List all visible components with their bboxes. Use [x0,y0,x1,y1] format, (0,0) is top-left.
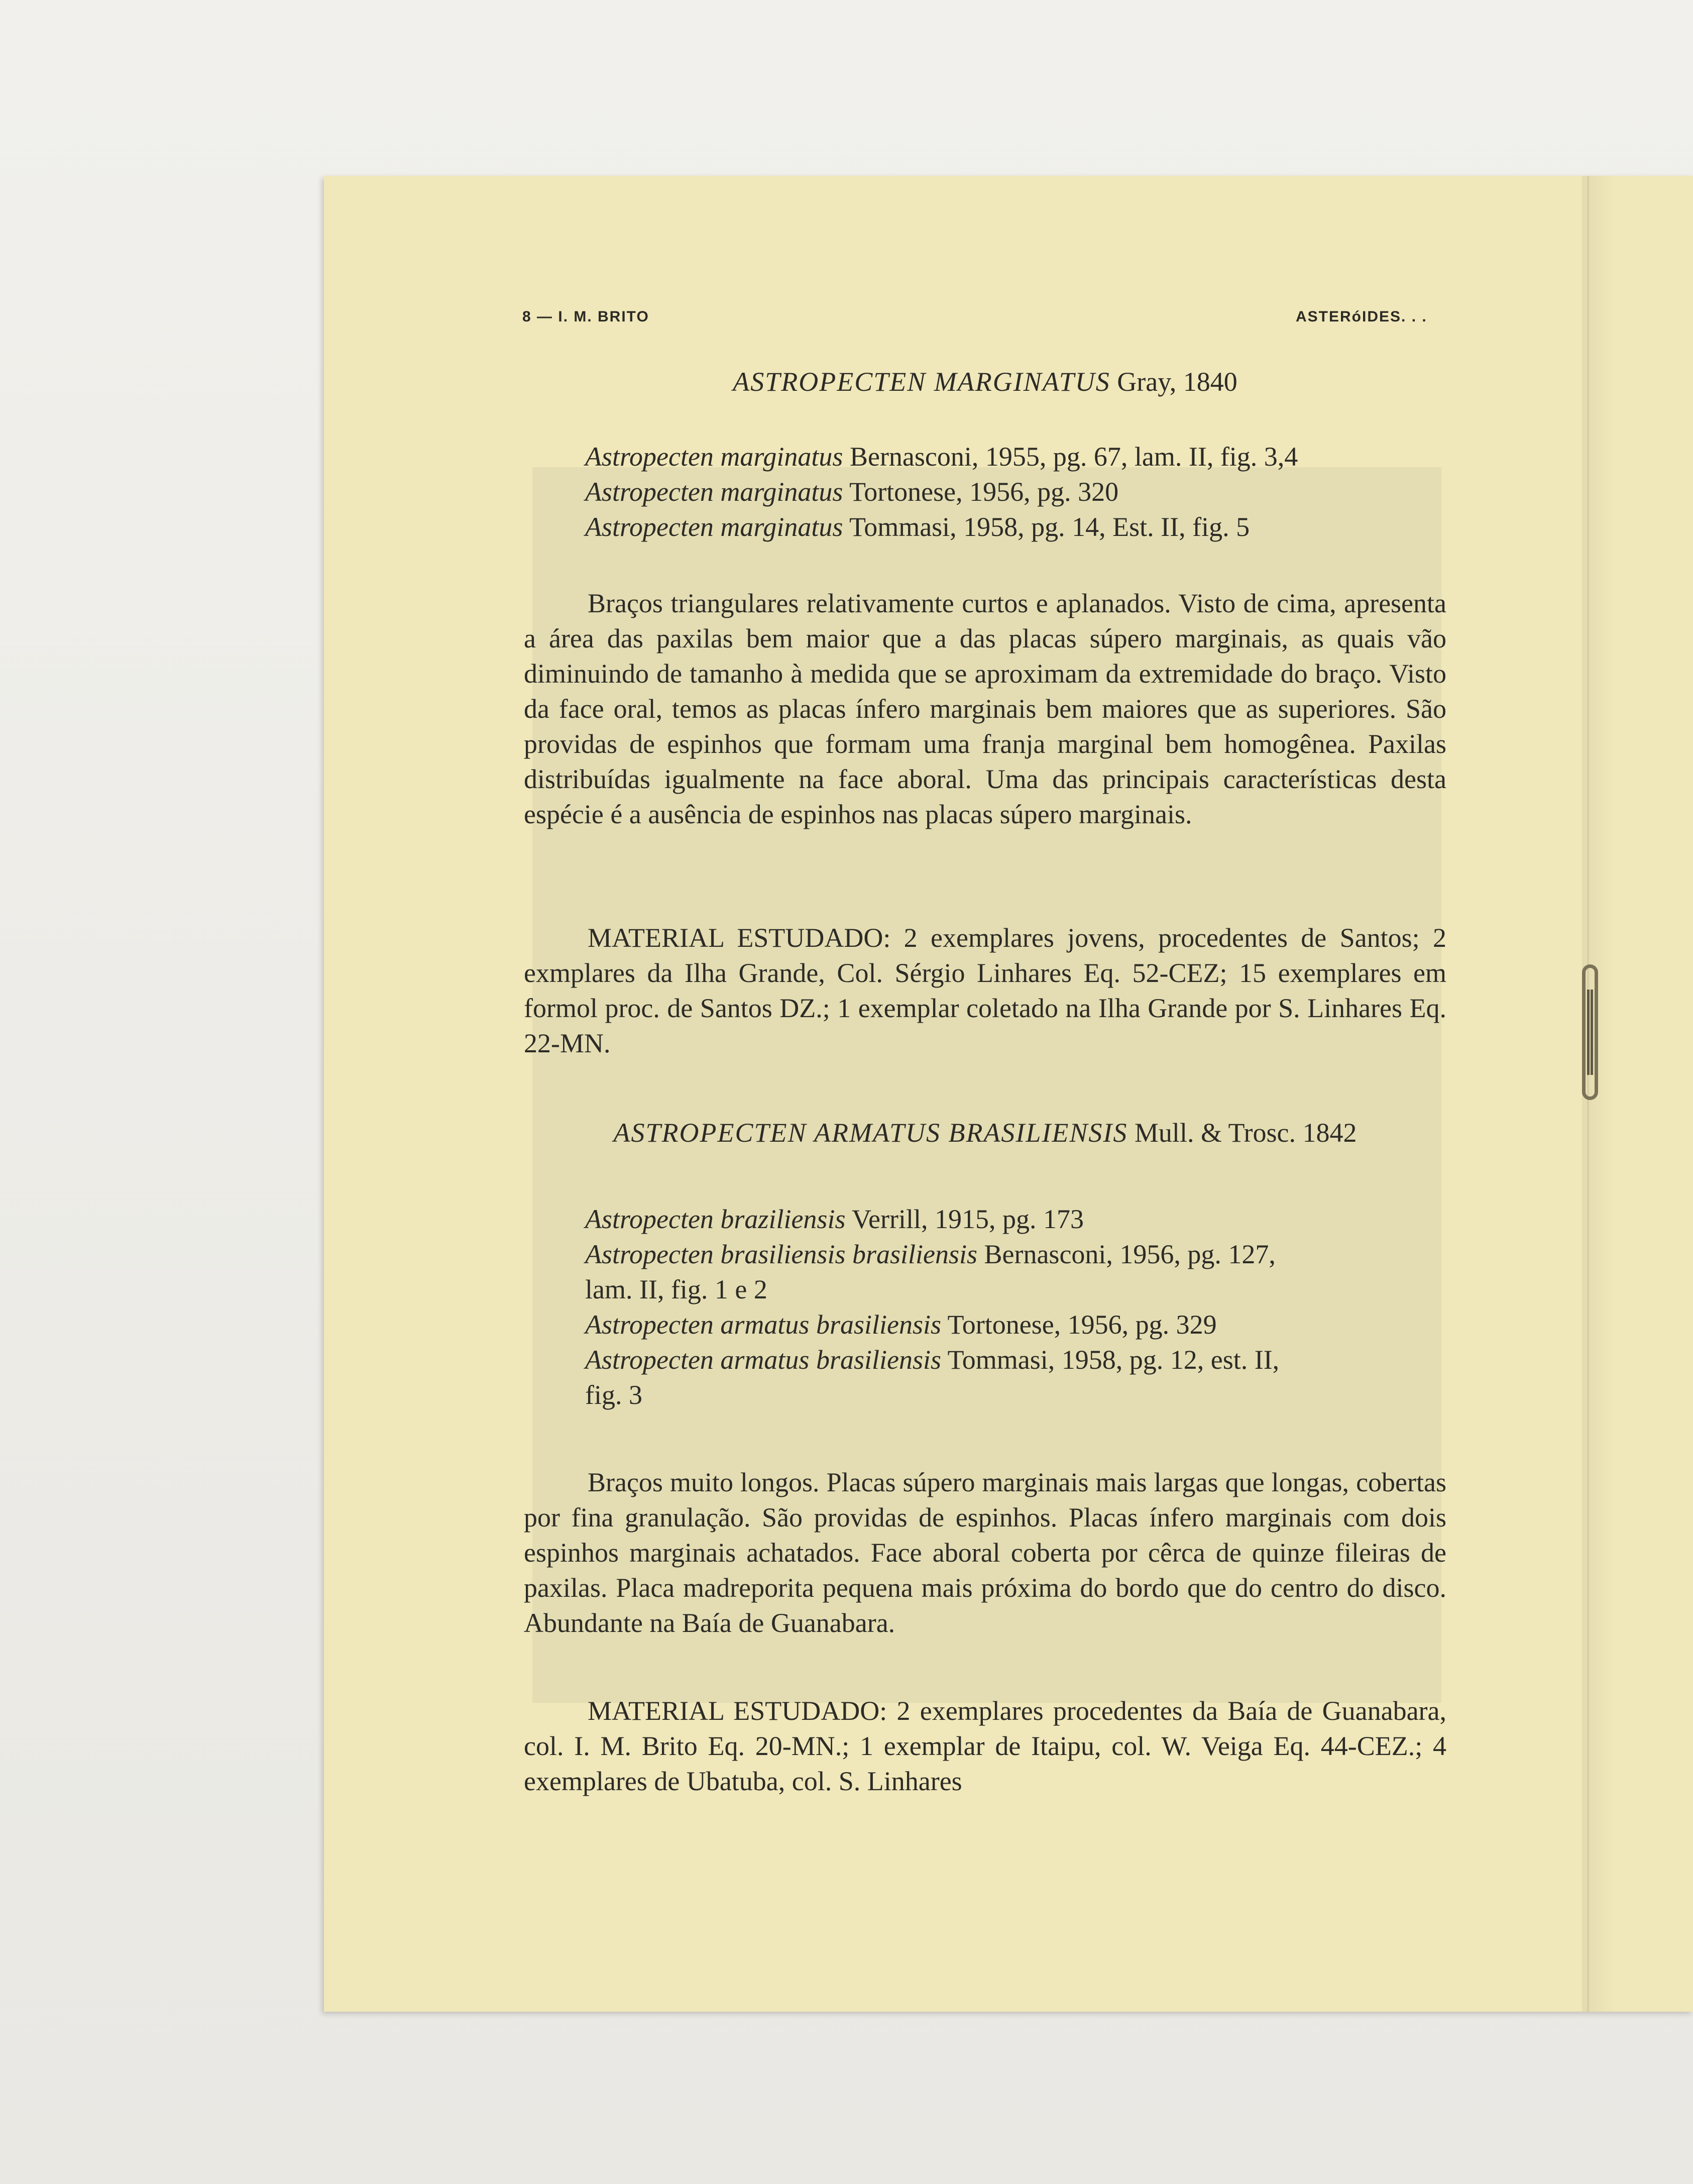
synonym-reference: Verrill, 1915, pg. 173 [845,1204,1084,1234]
species-title-name: ASTROPECTEN ARMATUS BRASILIENSIS [613,1118,1128,1148]
synonym-name: Astropecten armatus brasiliensis [585,1345,941,1375]
description-paragraph-armatus: Braços muito longos. Placas súpero marginais mais largas que longas, cobertas por fina granulação. São providas de espinhos. Placas ínfero marginais com dois espinhos marginais achatados. Face aboral coberta por cêrca de quinze fileiras de paxilas. Placa madreporita pequena mais próxima do bordo que do centro do disco. Abundante na Baía de Guanabara. [524,1467,1446,1638]
synonym-name: Astropecten marginatus [585,512,843,542]
staple-wire [1587,990,1593,1075]
synonymy-list-armatus [585,1202,1464,1412]
synonym-entry [585,439,1464,474]
species-title-armatus-brasiliensis [524,1115,1446,1150]
running-head-left: 8 — I. M. BRITO [522,308,649,325]
synonym-name: Astropecten marginatus [585,442,843,472]
synonym-reference: Tortonese, 1956, pg. 320 [843,477,1119,507]
species-title-name: ASTROPECTEN MARGINATUS [733,367,1110,397]
description-paragraph-marginatus: Braços triangulares relativamente curtos e aplanados. Visto de cima, apresenta a área das paxilas bem maior que a das placas súpero marginais, as quais vão diminuindo de tamanho à medida que se aproximam da extremidade do braço. Visto da face oral, temos as placas ínfero marginais bem maiores que as superiores. São providas de espinhos que formam uma franja marginal bem homogênea. Paxilas distribuídas igualmente na face aboral. Uma das principais características desta espécie é a ausência de espinhos nas placas súpero marginais. [524,588,1446,829]
synonym-entry [585,1237,1464,1272]
species-title-marginatus [524,364,1446,399]
synonym-entry [585,1342,1464,1377]
synonym-entry [585,1307,1464,1342]
synonym-reference: fig. 3 [585,1380,642,1410]
synonym-entry [585,1272,1464,1307]
material-paragraph-marginatus: MATERIAL ESTUDADO: 2 exemplares jovens, procedentes de Santos; 2 exmplares da Ilha Grande, Col. Sérgio Linhares Eq. 52-CEZ; 15 exemplares em formol proc. de Santos DZ.; 1 exemplar coletado na Ilha Grande por S. Linhares Eq. 22-MN. [524,923,1446,1058]
synonym-name: Astropecten armatus brasiliensis [585,1309,941,1340]
species-title-authority: Mull. & Trosc. 1842 [1127,1118,1357,1148]
synonym-name: Astropecten brasiliensis brasiliensis [585,1239,977,1269]
running-head-right: ASTERóIDES. . . [1296,308,1427,325]
synonym-entry [585,509,1464,544]
synonym-reference: lam. II, fig. 1 e 2 [585,1274,767,1304]
synonym-entry [585,1377,1464,1412]
species-title-authority: Gray, 1840 [1110,367,1237,397]
synonym-reference: Tortonese, 1956, pg. 329 [941,1309,1217,1340]
synonym-reference: Bernasconi, 1955, pg. 67, lam. II, fig. 3,4 [843,442,1298,472]
synonym-entry [585,1202,1464,1237]
synonymy-list-marginatus [585,439,1464,544]
synonym-name: Astropecten braziliensis [585,1204,846,1234]
synonym-entry [585,474,1464,509]
synonym-reference: Tommasi, 1958, pg. 12, est. II, [941,1345,1280,1375]
synonym-reference: Bernasconi, 1956, pg. 127, [977,1239,1276,1269]
material-paragraph-armatus: MATERIAL ESTUDADO: 2 exemplares procedentes da Baía de Guanabara, col. I. M. Brito Eq. 20-MN.; 1 exemplar de Itaipu, col. W. Veiga Eq. 44-CEZ.; 4 exemplares de Ubatuba, col. S. Linhares [524,1696,1446,1796]
synonym-name: Astropecten marginatus [585,477,843,507]
synonym-reference: Tommasi, 1958, pg. 14, Est. II, fig. 5 [843,512,1250,542]
